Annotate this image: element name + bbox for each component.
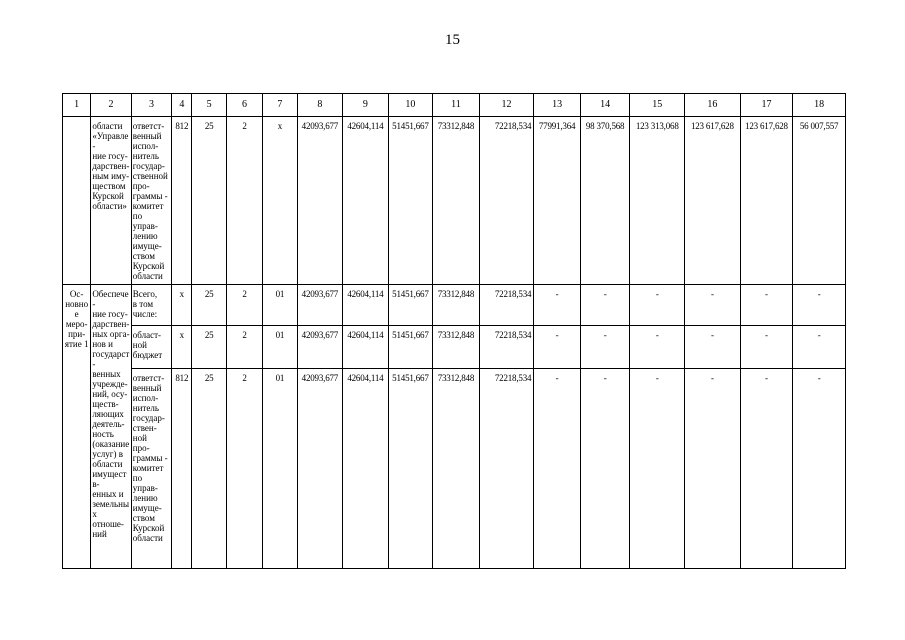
- value-cell: -: [630, 285, 685, 326]
- value-cell: 73312,848: [433, 117, 480, 285]
- value-cell: 51451,667: [388, 326, 433, 369]
- header-cell: 18: [793, 94, 846, 117]
- value-cell: 01: [263, 369, 297, 569]
- value-cell: 51451,667: [388, 369, 433, 569]
- value-cell: 51451,667: [388, 285, 433, 326]
- budget-table: [62, 93, 846, 569]
- value-cell: -: [740, 285, 793, 326]
- header-row: [63, 94, 846, 117]
- value-cell: -: [534, 369, 581, 569]
- value-cell: -: [685, 369, 741, 569]
- header-cell: 14: [580, 94, 630, 117]
- table-row: [63, 369, 846, 569]
- header-cell: 3: [131, 94, 171, 117]
- value-cell: х: [172, 326, 192, 369]
- value-cell: 42093,677: [297, 285, 343, 326]
- value-cell: 812: [172, 369, 192, 569]
- value-cell: 2: [226, 369, 262, 569]
- value-cell: 25: [192, 117, 226, 285]
- value-cell: -: [630, 369, 685, 569]
- activity-cell: Ос- новное меро- при- ятие 1: [63, 285, 91, 569]
- header-cell: 1: [63, 94, 91, 117]
- value-cell: -: [793, 285, 846, 326]
- value-cell: 73312,848: [433, 369, 480, 569]
- header-cell: 11: [433, 94, 480, 117]
- header-cell: 17: [740, 94, 793, 117]
- value-cell: 73312,848: [433, 326, 480, 369]
- value-cell: -: [534, 285, 581, 326]
- value-cell: -: [580, 285, 630, 326]
- value-cell: х: [172, 285, 192, 326]
- program-name-cell: области «Управле- ние госу- дарствен- ным иму- ществом Курской области»: [91, 117, 131, 285]
- header-cell: 5: [192, 94, 226, 117]
- value-cell: 123 313,068: [630, 117, 685, 285]
- value-cell: 123 617,628: [685, 117, 741, 285]
- value-cell: -: [740, 326, 793, 369]
- value-cell: 25: [192, 369, 226, 569]
- value-cell: 2: [226, 285, 262, 326]
- header-cell: 6: [226, 94, 262, 117]
- value-cell: 51451,667: [388, 117, 433, 285]
- value-cell: 73312,848: [433, 285, 480, 326]
- header-cell: 16: [685, 94, 741, 117]
- header-cell: 10: [388, 94, 433, 117]
- page-number: 15: [445, 32, 460, 48]
- value-cell: 56 007,557: [793, 117, 846, 285]
- value-cell: -: [580, 326, 630, 369]
- funding-source-cell: област- ной бюджет: [131, 326, 171, 369]
- activity-description-cell: Обеспече- ние госу- дарствен- ных орга- нов и государст- венных учрежде- ний, осу- ществ- ляющих деятель- ность (оказание услуг) в области имуществ- енных и земельных отноше- ний: [91, 285, 131, 569]
- value-cell: 42093,677: [297, 117, 343, 285]
- value-cell: 72218,534: [479, 326, 534, 369]
- value-cell: 77991,364: [534, 117, 581, 285]
- table-row: [63, 326, 846, 369]
- value-cell: -: [740, 369, 793, 569]
- header-cell: 15: [630, 94, 685, 117]
- value-cell: 25: [192, 326, 226, 369]
- executor-cell: ответст- венный испол- нитель государ- ствен- ной про- граммы - комитет по управ- лению имуще- ством Курской области: [131, 369, 171, 569]
- value-cell: х: [263, 117, 297, 285]
- header-cell: 7: [263, 94, 297, 117]
- value-cell: 123 617,628: [740, 117, 793, 285]
- header-cell: 8: [297, 94, 343, 117]
- value-cell: 42604,114: [343, 369, 389, 569]
- value-cell: 98 370,568: [580, 117, 630, 285]
- value-cell: -: [793, 326, 846, 369]
- value-cell: 01: [263, 285, 297, 326]
- value-cell: 01: [263, 326, 297, 369]
- header-cell: 12: [479, 94, 534, 117]
- value-cell: 2: [226, 117, 262, 285]
- header-cell: 13: [534, 94, 581, 117]
- executor-cell: ответст- венный испол- нитель государ- ственной про- граммы - комитет по управ- лению имуще- ством Курской области: [131, 117, 171, 285]
- value-cell: 42093,677: [297, 369, 343, 569]
- value-cell: -: [685, 326, 741, 369]
- value-cell: -: [793, 369, 846, 569]
- table-row: [63, 117, 846, 285]
- value-cell: 2: [226, 326, 262, 369]
- value-cell: 42604,114: [343, 117, 389, 285]
- funding-source-cell: Всего, в том числе:: [131, 285, 171, 326]
- header-cell: 2: [91, 94, 131, 117]
- value-cell: -: [630, 326, 685, 369]
- value-cell: 42604,114: [343, 326, 389, 369]
- value-cell: -: [534, 326, 581, 369]
- value-cell: 42604,114: [343, 285, 389, 326]
- value-cell: 42093,677: [297, 326, 343, 369]
- value-cell: 812: [172, 117, 192, 285]
- value-cell: 72218,534: [479, 117, 534, 285]
- table-row: [63, 285, 846, 326]
- empty-cell: [63, 117, 91, 285]
- value-cell: 25: [192, 285, 226, 326]
- header-cell: 4: [172, 94, 192, 117]
- value-cell: 72218,534: [479, 285, 534, 326]
- value-cell: 72218,534: [479, 369, 534, 569]
- value-cell: -: [580, 369, 630, 569]
- header-cell: 9: [343, 94, 389, 117]
- value-cell: -: [685, 285, 741, 326]
